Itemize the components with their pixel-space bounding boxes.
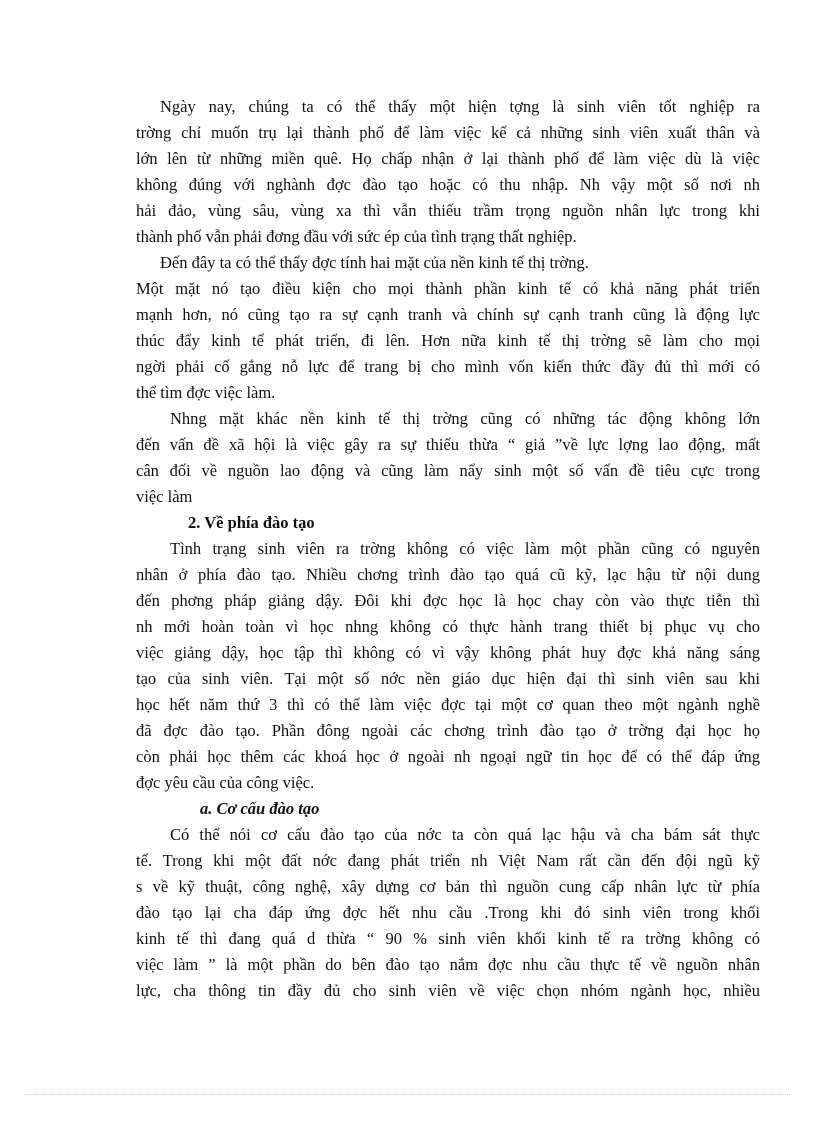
text-line: việc giảng dậy, học tập thì không có vì vậy không phát huy đợc khả năng sáng bbox=[136, 643, 760, 662]
text-line: thể tìm đợc việc làm. bbox=[136, 383, 276, 402]
text-line: s về kỹ thuật, công nghệ, xây dựng cơ bản thì nguồn cung cấp nhân lực từ phía bbox=[136, 877, 760, 896]
document-body bbox=[136, 94, 760, 1004]
text-line: tạo của sinh viên. Tại một số nớc nền giáo dục hiện đại thì sinh viên sau khi bbox=[136, 669, 760, 688]
text-line: tế. Trong khi một đất nớc đang phát triển nh Việt Nam rất cần đến đội ngũ kỹ bbox=[136, 851, 760, 870]
text-line: Có thể nói cơ cấu đào tạo của nớc ta còn quá lạc hậu và cha bám sát thực bbox=[170, 825, 760, 844]
text-line: đến phơng pháp giảng dậy. Đôi khi đợc học là học chay còn vào thực tiễn thì bbox=[136, 591, 760, 610]
text-line: học hết năm thứ 3 thì có thể làm việc đợc tại một cơ quan theo một ngành nghề bbox=[136, 695, 760, 714]
paragraph-4 bbox=[136, 406, 760, 510]
text-line: đợc yêu cầu của công việc. bbox=[136, 773, 315, 792]
text-line: Một mặt nó tạo điều kiện cho mọi thành phần kinh tế có khả năng phát triển bbox=[136, 279, 760, 298]
text-line: đã đợc đào tạo. Phần đông ngoài các chơng trình đào tạo ở trờng đại học họ bbox=[136, 721, 760, 740]
text-line: Tình trạng sinh viên ra trờng không có việc làm một phần cũng có nguyên bbox=[170, 539, 760, 558]
text-line: lớn lên từ những miền quê. Họ chấp nhận ở lại thành phố để làm việc dù là việc bbox=[136, 149, 760, 168]
page-bottom-divider bbox=[26, 1094, 790, 1095]
text-line: mạnh hơn, nó cũng tạo ra sự cạnh tranh và chính sự cạnh tranh cũng là động lực bbox=[136, 305, 760, 324]
paragraph-3 bbox=[136, 276, 760, 406]
text-line: ngời phải cố gắng nỗ lực để trang bị cho mình vốn kiến thức đầy đủ thì mới có bbox=[136, 357, 760, 376]
text-line: đào tạo lại cha đáp ứng đợc hết nhu cầu .Trong khi đó sinh viên trong khối bbox=[136, 903, 760, 922]
text-line: trờng chỉ muốn trụ lại thành phố để làm việc kể cả những sinh viên xuất thân và bbox=[136, 123, 760, 142]
text-line: Nhng mặt khác nền kinh tế thị trờng cũng có những tác động không lớn bbox=[170, 409, 760, 428]
text-line: còn phải học thêm các khoá học ở ngoài nh ngoại ngữ tin học để có thể đáp ứng bbox=[136, 747, 760, 766]
text-line: đến vấn đề xã hội là việc gây ra sự thiếu thừa “ giả ”về lực lợng lao động, mất bbox=[136, 435, 760, 454]
paragraph-2 bbox=[136, 250, 760, 276]
text-line: nhân ở phía đào tạo. Nhiều chơng trình đào tạo quá cũ kỹ, lạc hậu từ nội dung bbox=[136, 565, 760, 584]
paragraph-5 bbox=[136, 536, 760, 796]
text-line: việc làm ” là một phần do bên đào tạo nắm đợc nhu cầu thực tế về nguồn nhân bbox=[136, 955, 760, 974]
section-heading: 2. Về phía đào tạo bbox=[188, 513, 315, 532]
text-line: Đến đây ta có thể thấy đợc tính hai mặt của nền kinh tế thị trờng. bbox=[160, 253, 589, 272]
paragraph-6 bbox=[136, 822, 760, 1004]
text-line: thành phố vẫn phải đơng đầu với sức ép của tình trạng thất nghiệp. bbox=[136, 227, 577, 246]
text-line: cân đối về nguồn lao động và cũng làm nẩy sinh một số vấn đề tiêu cực trong bbox=[136, 461, 760, 480]
text-line: không đúng với nghành đợc đào tạo hoặc có thu nhập. Nh vậy một số nơi nh bbox=[136, 175, 760, 194]
text-line: Ngày nay, chúng ta có thể thấy một hiện tợng là sinh viên tốt nghiệp ra bbox=[160, 97, 760, 116]
paragraph-1 bbox=[136, 94, 760, 250]
text-line: nh mới hoàn toàn vì học nhng không có thực hành trang thiết bị phục vụ cho bbox=[136, 617, 760, 636]
subsection-heading: a. Cơ cấu đào tạo bbox=[200, 799, 320, 818]
text-line: hải đảo, vùng sâu, vùng xa thì vẫn thiếu trầm trọng nguồn nhân lực trong khi bbox=[136, 201, 760, 220]
text-line: kinh tế thì đang quá d thừa “ 90 % sinh viên khối kinh tế ra trờng không có bbox=[136, 929, 760, 948]
text-line: thúc đẩy kinh tế phát triển, đi lên. Hơn nữa kinh tế thị trờng sẽ làm cho mọi bbox=[136, 331, 760, 350]
text-line: lực, cha thông tin đầy đủ cho sinh viên về việc chọn nhóm ngành học, nhiều bbox=[136, 981, 760, 1000]
text-line: việc làm bbox=[136, 487, 193, 506]
